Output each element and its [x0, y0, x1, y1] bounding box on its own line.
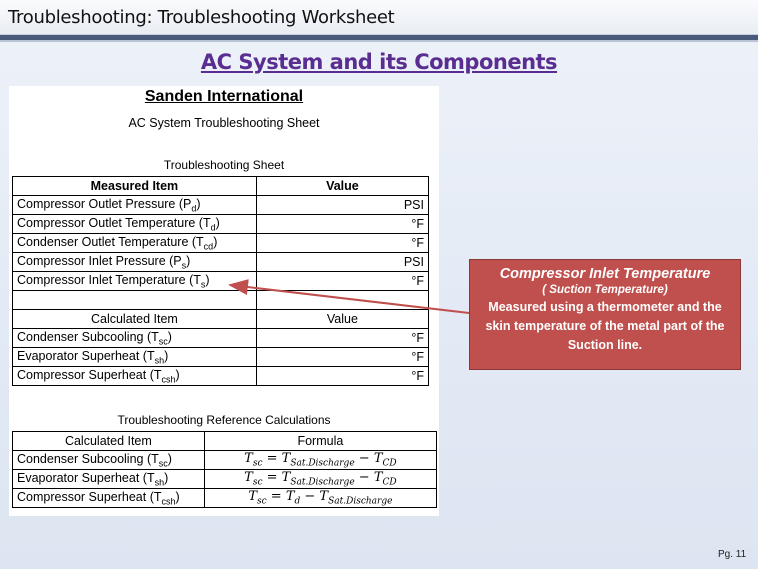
column-header: Calculated Item — [13, 432, 205, 451]
callout-subtitle: ( Suction Temperature) — [542, 284, 668, 296]
header-title: Troubleshooting: Troubleshooting Worksheet — [8, 7, 395, 28]
row-label: Evaporator Superheat $(T_{sh})$ — [13, 470, 205, 489]
column-header: Value — [256, 310, 428, 329]
callout-box — [469, 259, 741, 370]
row-label: Condenser Subcooling $(T_{sc})$ — [13, 451, 205, 470]
column-header: Calculated Item — [13, 310, 257, 329]
row-label: Compressor Outlet Pressure $(P_d)$ — [13, 196, 257, 215]
reference-caption: Troubleshooting Reference Calculations — [117, 413, 331, 427]
row-label: Compressor Superheat $(T_{csh})$ — [13, 367, 257, 386]
row-unit: °F — [256, 367, 428, 386]
column-header: Value — [256, 177, 428, 196]
row-formula: $T_{sc} = T_{Sat.Discharge} - T_{CD}$ — [204, 451, 436, 470]
row-unit: °F — [256, 215, 428, 234]
row-unit: PSI — [256, 253, 428, 272]
row-unit: °F — [256, 234, 428, 253]
row-label: Evaporator Superheat $(T_{sh})$ — [13, 348, 257, 367]
row-label: Compressor Outlet Temperature $(T_d)$ — [13, 215, 257, 234]
row-unit: °F — [256, 272, 428, 291]
callout-body: Measured using a thermometer and the skin temperature of the metal part of the Suction line. — [485, 300, 725, 352]
row-label: Condenser Outlet Temperature $(T_{cd})$ — [13, 234, 257, 253]
row-label: Compressor Inlet Pressure $(P_s)$ — [13, 253, 257, 272]
row-unit: PSI — [256, 196, 428, 215]
measured-caption: Troubleshooting Sheet — [163, 158, 285, 172]
slide-title: AC System and its Components — [200, 50, 558, 74]
row-unit: °F — [256, 329, 428, 348]
company-name: Sanden International — [144, 88, 304, 105]
page-number: Pg. 11 — [718, 549, 747, 560]
callout-title: Compressor Inlet Temperature — [499, 266, 711, 282]
row-label: Compressor Superheat $(T_{csh})$ — [13, 489, 205, 508]
row-label: Compressor Inlet Temperature $(T_s)$ — [13, 272, 257, 291]
row-unit: °F — [256, 348, 428, 367]
sheet-subtitle: AC System Troubleshooting Sheet — [128, 116, 320, 130]
column-header: Measured Item — [13, 177, 257, 196]
column-header: Formula — [204, 432, 436, 451]
row-formula: $T_{sc} = T_d - T_{Sat.Discharge}$ — [204, 489, 436, 508]
row-formula: $T_{sc} = T_{Sat.Discharge} - T_{CD}$ — [204, 470, 436, 489]
row-label: Condenser Subcooling $(T_{sc})$ — [13, 329, 257, 348]
